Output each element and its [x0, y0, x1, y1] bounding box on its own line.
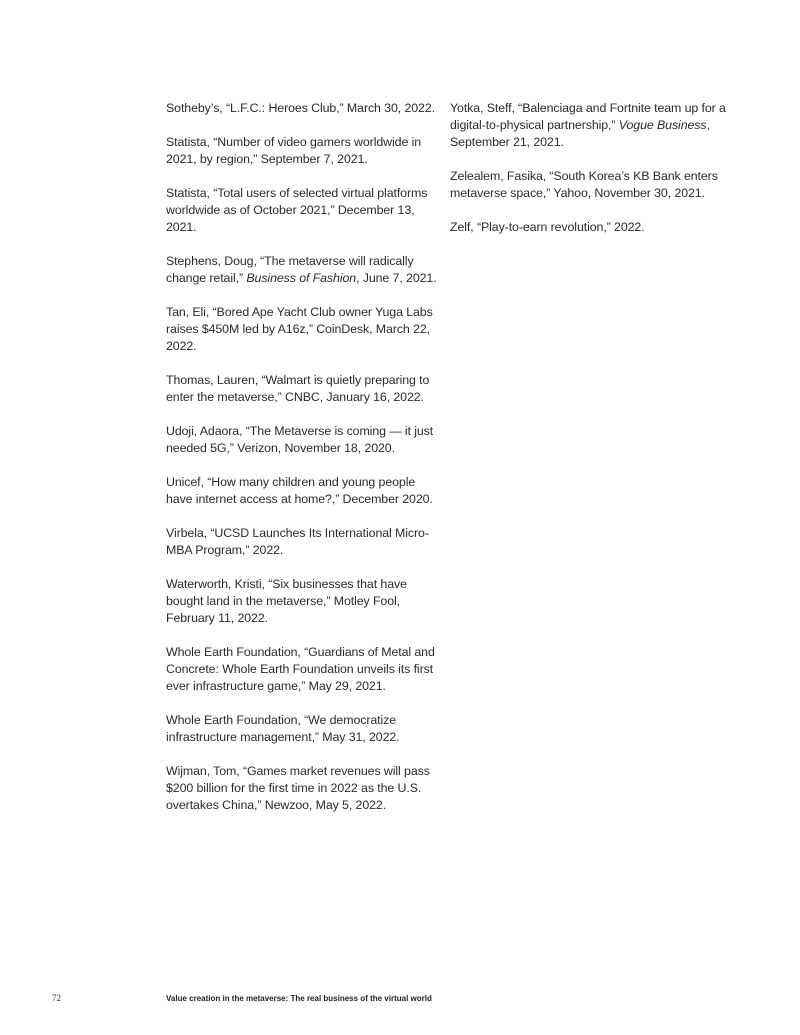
reference-entry: Virbela, “UCSD Launches Its International Micro-MBA Program,” 2022. [166, 526, 429, 557]
reference-entry: Tan, Eli, “Bored Ape Yacht Club owner Yuga Labs raises $450M led by A16z,” CoinDesk, March 22, 2022. [166, 305, 433, 353]
reference-entry: Statista, “Number of video gamers worldwide in 2021, by region,” September 7, 2021. [166, 135, 422, 166]
reference-entry: Zelf, “Play-to-earn revolution,” 2022. [450, 220, 645, 234]
reference-entry: Udoji, Adaora, “The Metaverse is coming — it just needed 5G,” Verizon, November 18, 2020. [166, 424, 434, 455]
reference-entry: Thomas, Lauren, “Walmart is quietly preparing to enter the metaverse,” CNBC, January 16, 2022. [166, 373, 430, 404]
references-column-right [450, 100, 730, 253]
reference-entry: Statista, “Total users of selected virtual platforms worldwide as of October 2021,” December 13, 2021. [166, 186, 428, 234]
reference-entry: Unicef, “How many children and young people have internet access at home?,” December 2020. [166, 475, 433, 506]
reference-entry: Zelealem, Fasika, “South Korea’s KB Bank enters metaverse space,” Yahoo, November 30, 2021. [450, 169, 718, 200]
reference-entry: Whole Earth Foundation, “Guardians of Metal and Concrete: Whole Earth Foundation unveils its first ever infrastructure game,” May 29, 2021. [166, 645, 435, 693]
reference-entry: Waterworth, Kristi, “Six businesses that have bought land in the metaverse,” Motley Fool, February 11, 2022. [166, 577, 407, 625]
footer-title: Value creation in the metaverse: The real business of the virtual world [166, 994, 432, 1003]
reference-entry: Wijman, Tom, “Games market revenues will pass $200 billion for the first time in 2022 as the U.S. overtakes China,” Newzoo, May 5, 2022. [166, 764, 430, 812]
reference-entry: Stephens, Doug, “The metaverse will radically change retail,” Business of Fashion, June 7, 2021. [166, 254, 437, 285]
reference-entry: Whole Earth Foundation, “We democratize infrastructure management,” May 31, 2022. [166, 713, 400, 744]
reference-entry: Sotheby’s, “L.F.C.: Heroes Club,” March 30, 2022. [166, 101, 435, 115]
references-column-left [166, 100, 438, 831]
reference-entry: Yotka, Steff, “Balenciaga and Fortnite team up for a digital-to-physical partnership,” Vogue Business, September 21, 2021. [450, 101, 726, 149]
page-number: 72 [52, 993, 61, 1003]
